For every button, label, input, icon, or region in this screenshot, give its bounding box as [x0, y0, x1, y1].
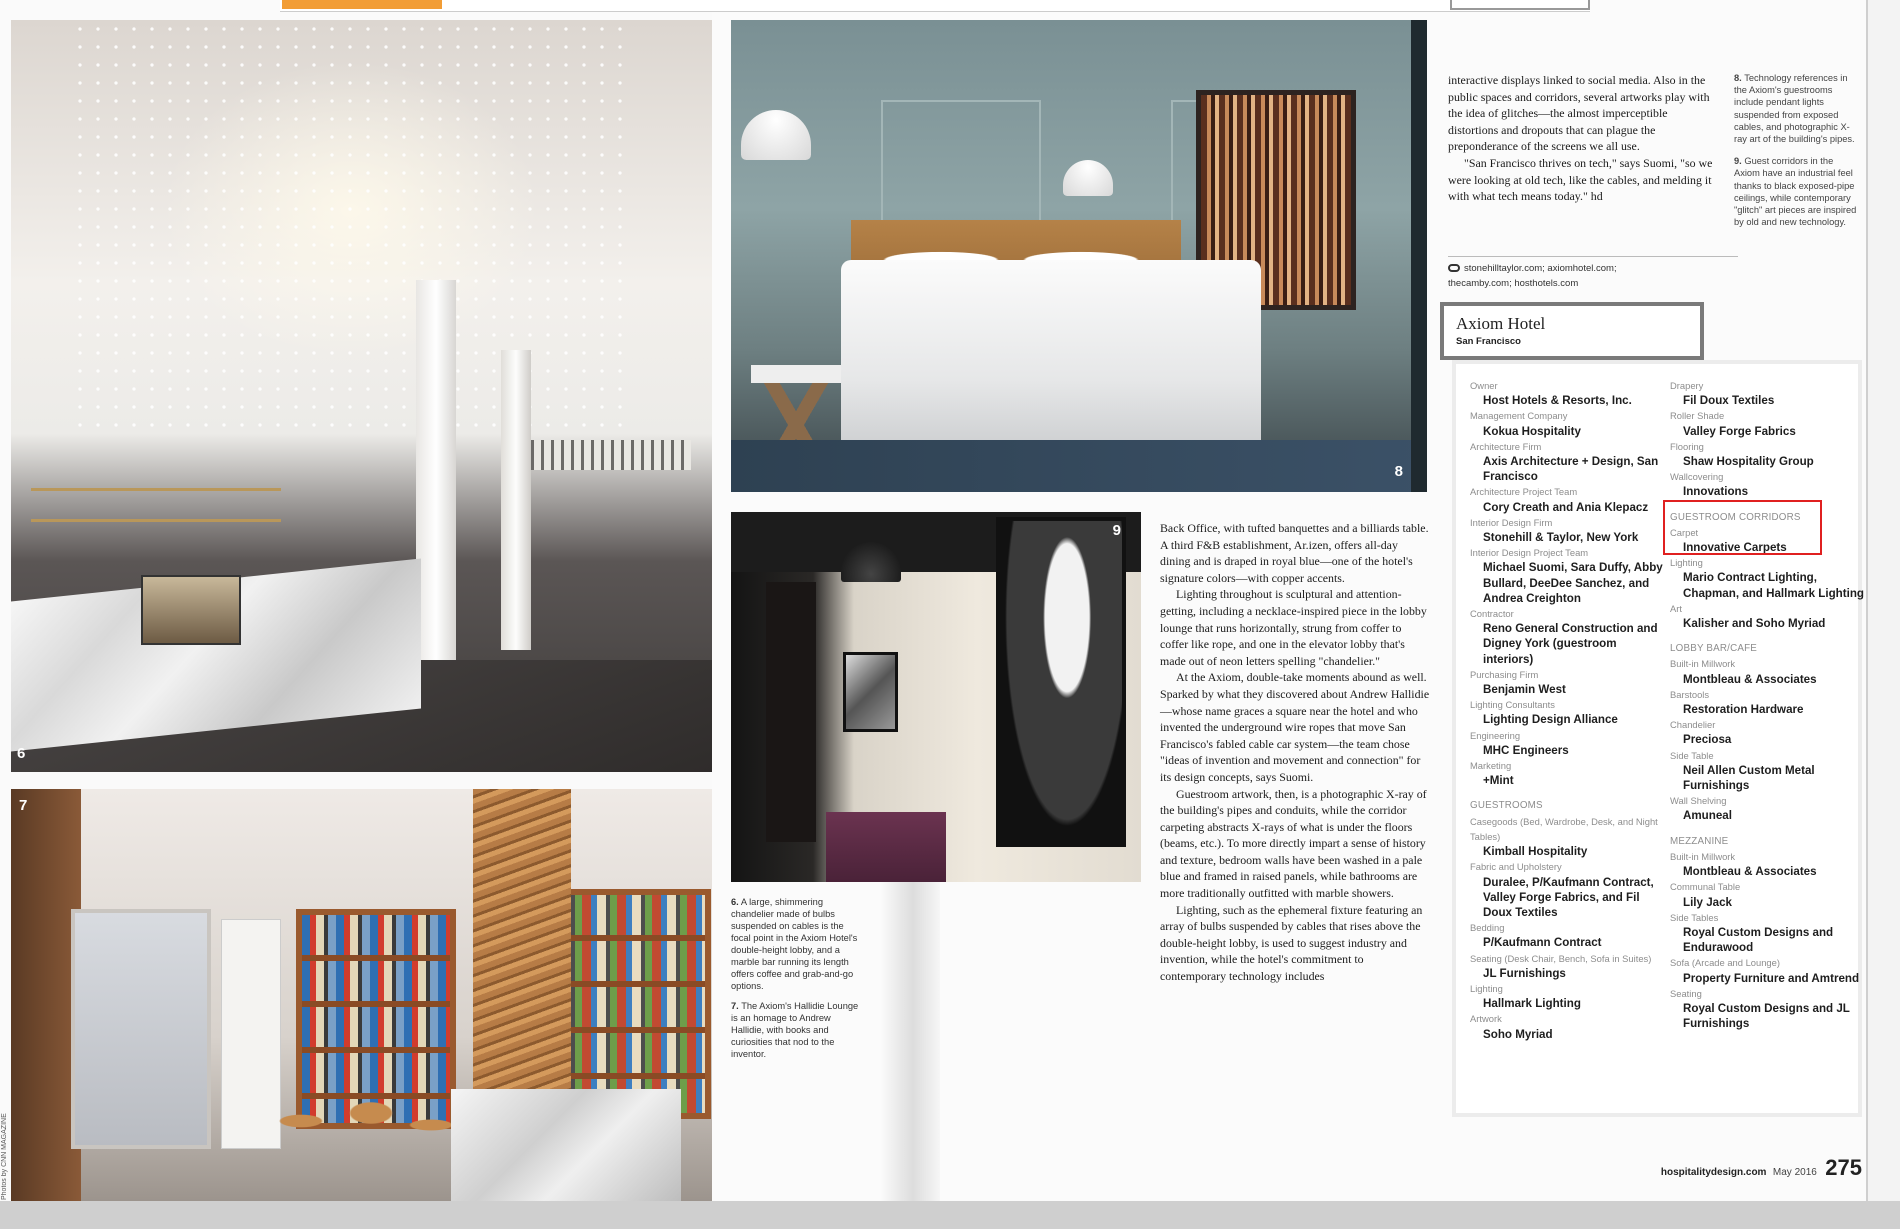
photo-number: 7 — [19, 797, 28, 814]
source-entry — [1670, 555, 1866, 601]
source-role: Casegoods (Bed, Wardrobe, Desk, and Night Tables) — [1470, 815, 1658, 842]
source-role: Artwork — [1470, 1013, 1502, 1025]
source-role: Purchasing Firm — [1470, 668, 1539, 680]
source-firm: Fil Doux Textiles — [1683, 394, 1775, 408]
source-role: Lighting — [1470, 982, 1503, 994]
source-role: Wallcovering — [1670, 471, 1724, 483]
section-heading: LOBBY BAR/CAFE — [1670, 643, 1758, 655]
sidenote-8 — [1734, 72, 1858, 145]
website: hospitalitydesign.com — [1660, 1167, 1767, 1178]
sidenote-number: 8. — [1734, 73, 1742, 83]
source-role: Interior Design Firm — [1470, 516, 1553, 528]
source-entry — [1470, 515, 1666, 545]
corridor-carpet — [826, 812, 946, 882]
paragraph: Lighting throughout is sculptural and attention-getting, including a necklace-inspired piece in the lobby lounge that runs horizontally, strung from coffer to coffer like rope, and one in the elevator lobby that's made out of neon letters spelling "chandelier." — [1160, 587, 1427, 668]
photo-captions — [731, 896, 861, 1068]
source-role: Drapery — [1670, 380, 1704, 391]
sidenote-text: Guest corridors in the Axiom have an industrial feel thanks to black exposed-pipe ceilings, while contemporary "glitch" art pieces are inspired by old and new technology. — [1734, 156, 1857, 228]
source-firm: Kalisher and Soho Myriad — [1683, 617, 1826, 631]
source-role: Engineering — [1470, 729, 1521, 741]
caption-text: A large, shimmering chandelier made of bulbs suspended on cables is the focal point in the Axiom Hotel's double-height lobby, and a marble bar running its length offers coffee and grab-and-go options. — [731, 897, 858, 991]
source-entry — [1670, 656, 1866, 686]
source-role: Side Tables — [1670, 911, 1719, 923]
issue-date: May 2016 — [1772, 1167, 1817, 1178]
source-entry — [1670, 986, 1866, 1032]
caption-6 — [731, 896, 861, 992]
bulb-chandelier — [71, 20, 631, 440]
orange-banner — [282, 0, 442, 9]
link-icon — [1448, 264, 1460, 272]
portrait-artwork — [996, 517, 1126, 847]
source-role: Architecture Firm — [1470, 440, 1542, 452]
page-edge — [1866, 0, 1900, 1229]
window — [1411, 20, 1427, 492]
source-firm: Axis Architecture + Design, San Francisco — [1483, 455, 1659, 484]
source-entry — [1470, 951, 1666, 981]
source-firm: Soho Myriad — [1483, 1027, 1553, 1041]
source-role: Bedding — [1470, 922, 1505, 934]
source-firm: Cory Creath and Ania Klepacz — [1483, 500, 1649, 514]
page-tab — [1450, 0, 1590, 10]
source-role: Built-in Millwork — [1670, 658, 1736, 670]
source-entry — [1470, 439, 1666, 485]
source-firm: P/Kaufmann Contract — [1483, 936, 1602, 950]
source-role: Lighting — [1670, 557, 1703, 569]
source-entry — [1470, 667, 1666, 697]
source-entry — [1670, 601, 1866, 631]
source-entry — [1670, 687, 1866, 717]
caption-text: The Axiom's Hallidie Lounge is an homage to Andrew Hallidie, with books and curiosities that nod to the inventor. — [731, 1001, 859, 1059]
source-entry — [1470, 1011, 1666, 1041]
source-firm: JL Furnishings — [1483, 966, 1566, 980]
blue-rug — [731, 440, 1427, 492]
dark-door — [766, 582, 816, 842]
source-firm: Hallmark Lighting — [1483, 997, 1581, 1011]
lobby-column — [501, 350, 531, 650]
paragraph: "San Francisco thrives on tech," says Suomi, "so we were looking at old tech, like the cables, and melding it with what tech means today." hd — [1448, 155, 1713, 204]
paragraph: At the Axiom, double-take moments abound as well. Sparked by what they discovered about Andrew Hallidie—whose name graces a square near the hotel and who invented the underground wire ropes that move San Francisco's fabled cable car system—the team chose "ideas of invention and movement and connection" for its design concepts, says Suomi. — [1160, 670, 1430, 784]
source-role: Lighting Consultants — [1470, 699, 1555, 711]
source-role: Sofa (Arcade and Lounge) — [1670, 957, 1780, 969]
source-entry — [1670, 955, 1866, 985]
caption-number: 7. — [731, 1001, 739, 1011]
source-firm: Lighting Design Alliance — [1483, 713, 1618, 727]
source-role: Wall Shelving — [1670, 795, 1727, 807]
marble-plinth — [451, 1089, 681, 1201]
source-role: Side Table — [1670, 749, 1714, 761]
source-firm: Kimball Hospitality — [1483, 845, 1588, 859]
source-firm: Innovations — [1683, 485, 1749, 499]
source-entry — [1670, 717, 1866, 747]
photo-number: 9 — [1112, 522, 1121, 539]
source-role: Owner — [1470, 380, 1498, 391]
source-firm: Royal Custom Designs and JL Furnishings — [1683, 1001, 1850, 1031]
source-firm: Preciosa — [1683, 733, 1732, 747]
source-firm: Montbleau & Associates — [1683, 672, 1817, 686]
gutter-shadow — [880, 880, 940, 1201]
source-role: Interior Design Project Team — [1470, 547, 1589, 559]
source-role: Architecture Project Team — [1470, 486, 1578, 498]
source-firm: Restoration Hardware — [1683, 703, 1804, 717]
source-firm: Valley Forge Fabrics — [1683, 424, 1796, 438]
photo-number: 6 — [17, 745, 26, 762]
section-heading: GUESTROOM CORRIDORS — [1670, 511, 1801, 523]
source-entry — [1470, 408, 1666, 438]
source-role: Communal Table — [1670, 881, 1741, 893]
source-role: Built-in Millwork — [1670, 850, 1736, 862]
source-entry — [1470, 859, 1666, 920]
source-role: Chandelier — [1670, 719, 1716, 731]
article-body — [1160, 520, 1430, 985]
source-entry — [1470, 697, 1666, 727]
paragraph: Guestroom artwork, then, is a photographic X-ray of the building's pipes and conduits, while the corridor carpeting abstracts X-rays of what is under the floors (beams, etc.). To more directly impart a sense of history and texture, bedroom walls have been washed in a pale blue and framed in raised panels, while bathrooms are more traditionally outfitted with marble showers. — [1160, 786, 1427, 901]
source-firm: Benjamin West — [1483, 683, 1566, 697]
sidenote-text: Technology references in the Axiom's guestrooms include pendant lights suspended from exposed cables, and photographic X-ray art of the building's pipes. — [1734, 73, 1855, 145]
photo-credit: Photos by CNN MAGAZINE — [1, 1113, 8, 1200]
source-role: Marketing — [1470, 760, 1512, 772]
photo-guest-corridor — [731, 512, 1141, 882]
source-entry — [1670, 469, 1866, 499]
caption-7 — [731, 1000, 861, 1060]
caption-number: 6. — [731, 897, 739, 907]
paragraph: interactive displays linked to social media. Also in the public spaces and corridors, several artworks play with the idea of glitches—the almost imperceptible distortions and dropouts that can plague the preponderance of the screens we all use. — [1448, 73, 1710, 154]
previous-page-strip — [280, 0, 1590, 12]
source-firm: Mario Contract Lighting, Chapman, and Hallmark Lighting — [1683, 571, 1865, 600]
source-firm: Property Furniture and Amtrend — [1683, 971, 1860, 985]
source-firm: +Mint — [1483, 774, 1514, 788]
source-entry — [1670, 879, 1866, 909]
framed-art — [843, 652, 898, 732]
source-role: Barstools — [1670, 688, 1710, 700]
sidenote-number: 9. — [1734, 156, 1742, 167]
sources-column-left — [1470, 378, 1666, 1042]
hotel-name: Axiom Hotel — [1456, 314, 1546, 333]
source-role: Seating — [1670, 987, 1702, 999]
lobby-column — [416, 280, 456, 660]
link-text[interactable]: thecamby.com; hosthotels.com — [1448, 278, 1579, 289]
source-firm: Stonehill & Taylor, New York — [1483, 531, 1639, 545]
photo-number: 8 — [1394, 463, 1403, 480]
source-role: Roller Shade — [1670, 410, 1725, 422]
source-firm: Amuneal — [1683, 809, 1732, 823]
source-role: Carpet — [1670, 526, 1699, 538]
rope-column — [473, 789, 571, 1119]
sources-box — [1452, 360, 1865, 1117]
paragraph: Lighting, such as the ephemeral fixture featuring an array of bulbs suspended by cables that rises above the double-height lobby, is used to suggest industry and invention, while the hotel's commitment to contemporary technology includes — [1160, 902, 1423, 984]
page-folio — [1660, 1155, 1862, 1181]
source-firm: Montbleau & Associates — [1683, 865, 1817, 879]
lounge-chairs — [261, 1089, 461, 1169]
viewer-background — [0, 1201, 1900, 1229]
source-entry — [1470, 981, 1666, 1011]
photo-hallidie-lounge — [11, 789, 712, 1201]
link-text[interactable]: stonehilltaylor.com; axiomhotel.com; — [1464, 263, 1617, 274]
source-firm: Royal Custom Designs and Endurawood — [1683, 925, 1834, 955]
source-firm: Lily Jack — [1683, 895, 1732, 909]
source-entry — [1470, 920, 1666, 950]
source-firm: MHC Engineers — [1483, 743, 1569, 757]
pendant-lamp — [1063, 160, 1113, 196]
sources-column-right — [1670, 378, 1866, 1031]
source-role: Flooring — [1670, 440, 1704, 452]
page-number: 275 — [1825, 1155, 1862, 1180]
source-role: Art — [1670, 602, 1682, 614]
sidenote-9 — [1734, 155, 1858, 228]
source-entry — [1470, 728, 1666, 758]
source-entry — [1470, 545, 1666, 606]
source-firm: Neil Allen Custom Metal Furnishings — [1683, 763, 1815, 793]
source-firm: Kokua Hospitality — [1483, 424, 1581, 438]
photo-guestroom — [731, 20, 1427, 492]
source-entry — [1670, 849, 1866, 879]
source-firm: Shaw Hospitality Group — [1683, 455, 1814, 469]
source-entry — [1670, 910, 1866, 956]
source-entry — [1470, 378, 1666, 408]
source-entry — [1670, 378, 1866, 408]
mezzanine-railing — [511, 440, 691, 470]
source-entry — [1670, 408, 1866, 438]
source-entry — [1470, 606, 1666, 667]
web-links — [1448, 256, 1738, 291]
source-firm: Michael Suomi, Sara Duffy, Abby Bullard, DeeDee Sanchez, and Andrea Creighton — [1483, 561, 1663, 605]
article-continuation — [1448, 72, 1720, 205]
source-entry — [1470, 814, 1666, 860]
photo-lobby-chandelier — [11, 20, 712, 772]
pendant-lamp — [741, 110, 811, 160]
section-heading: GUESTROOMS — [1470, 800, 1543, 812]
source-role: Seating (Desk Chair, Bench, Sofa in Suites) — [1470, 952, 1652, 964]
bar-shelves — [31, 460, 281, 550]
source-firm: Host Hotels & Resorts, Inc. — [1483, 394, 1632, 408]
source-entry — [1470, 484, 1666, 514]
highlight-box — [1663, 500, 1822, 555]
source-role: Fabric and Upholstery — [1470, 861, 1562, 873]
grab-and-go-case — [141, 575, 241, 645]
source-firm: Reno General Construction and Digney York (guestroom interiors) — [1483, 622, 1658, 666]
source-firm: Duralee, P/Kaufmann Contract, Valley Forge Fabrics, and Fil Doux Textiles — [1483, 875, 1654, 919]
source-entry — [1670, 793, 1866, 823]
corridor-view — [71, 909, 211, 1149]
section-heading: MEZZANINE — [1670, 835, 1729, 847]
source-firm: Innovative Carpets — [1683, 541, 1787, 555]
source-role: Management Company — [1470, 410, 1568, 422]
bed — [841, 260, 1261, 460]
source-entry — [1670, 748, 1866, 794]
source-entry — [1470, 758, 1666, 788]
hotel-city: San Francisco — [1456, 336, 1521, 347]
source-role: Contractor — [1470, 608, 1514, 620]
photo-sidenotes — [1734, 72, 1858, 238]
source-entry — [1670, 439, 1866, 469]
hotel-title-box — [1440, 302, 1704, 360]
paragraph: Back Office, with tufted banquettes and a billiards table. A third F&B establishment, Ar.izen, offers all-day dining and is draped in royal blue—one of the hotel's signature colors—with copper accents. — [1160, 521, 1429, 585]
